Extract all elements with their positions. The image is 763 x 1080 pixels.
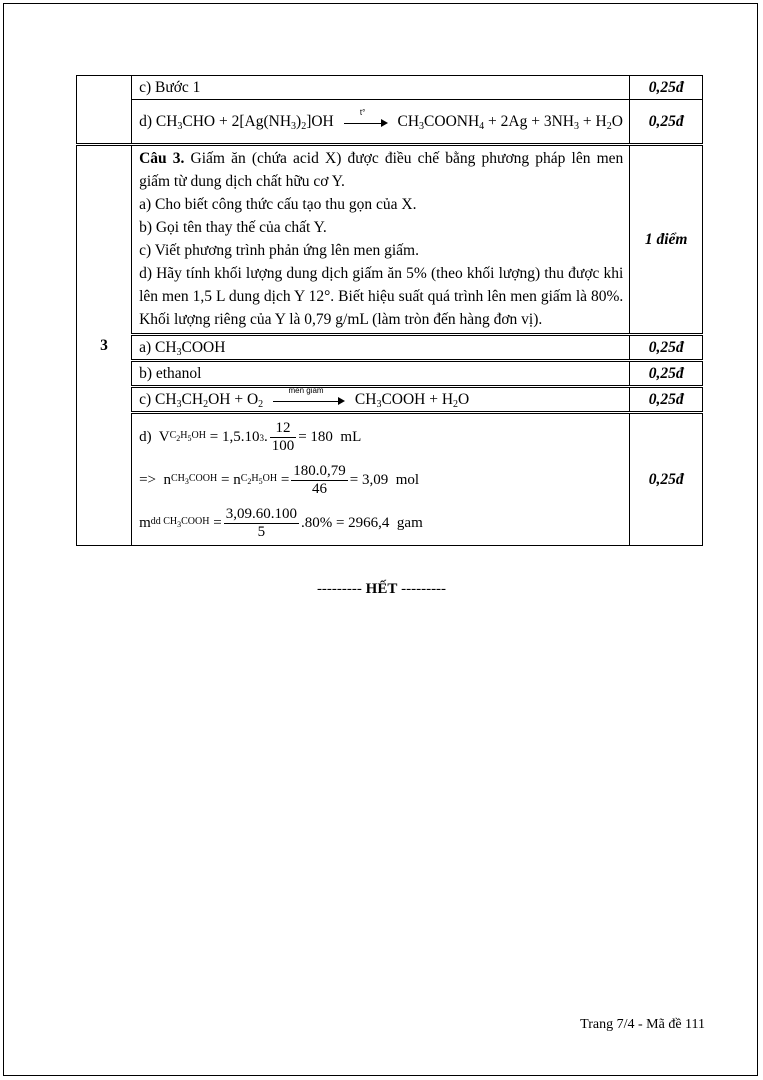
table-row	[77, 335, 703, 361]
end-text: HẾT	[365, 581, 398, 597]
question-number-cell	[77, 76, 132, 145]
score: 1 điểm	[644, 231, 688, 248]
table-row	[77, 100, 703, 145]
fraction: $\frac{12}{100}$	[271, 420, 295, 454]
score: 0,25đ	[648, 113, 684, 130]
question-number-cell	[77, 145, 132, 546]
answer-cell	[132, 361, 630, 387]
reaction-equation: d) $CH_3CHO + 2[Ag(NH_3)_2]OH$ t° $CH_3COONH_4 + 2Ag + 3NH_3 + H_2O$	[139, 107, 623, 132]
score-cell	[630, 387, 703, 413]
calc-line-mass: m dd $CH_3COOH$ = $\frac{3,09.60.100}{5}$ .80% = 2966,4 gam	[139, 506, 423, 540]
answer-cell	[132, 387, 630, 413]
question-part-d: d) Hãy tính khối lượng dung dịch giấm ăn 5% (theo khối lượng) thu được khi lên men 1,5 L dung dịch Y 12°. Biết hiệu suất quá trình lên men giấm là 80%. Khối lượng riêng của Y là 0,79 g/mL (làm tròn đến hàng đơn vị).	[139, 265, 624, 328]
score-cell	[630, 145, 703, 335]
table-row	[77, 387, 703, 413]
answer-a: a) $CH_3COOH$	[139, 339, 226, 358]
question-part-c: c) Viết phương trình phản ứng lên men giấm.	[139, 242, 419, 259]
score: 0,25đ	[648, 339, 684, 356]
answer-cell	[132, 335, 630, 361]
table-row	[77, 361, 703, 387]
score-cell	[630, 413, 703, 546]
answer-cell	[132, 100, 630, 145]
answer-c: c) $CH_3CH_2OH + O_2$ men giam $CH_3COOH + H_2O$	[139, 386, 470, 410]
calc-line-volume: d) V $C_2H_5OH$ = 1,5.10 3 . $\frac{12}{100}$ = 180 mL	[139, 420, 362, 454]
calc-line-moles: => n $CH_3COOH$ = n $C_2H_5OH$ = $\frac{180.0,79}{46}$ = 3,09 mol	[139, 463, 420, 497]
score: 0,25đ	[648, 471, 684, 488]
score: 0,25đ	[648, 391, 684, 408]
score-cell	[630, 76, 703, 100]
question-cell	[132, 145, 630, 335]
score: 0,25đ	[648, 365, 684, 382]
table-row	[77, 413, 703, 546]
question-part-a: a) Cho biết công thức cấu tạo thu gọn của X.	[139, 196, 417, 213]
score-cell	[630, 100, 703, 145]
question-part-b: b) Gọi tên thay thế của chất Y.	[139, 219, 327, 236]
answer-text: c) Bước 1	[139, 79, 201, 96]
question-title: Câu 3.	[139, 150, 185, 167]
score-cell	[630, 335, 703, 361]
end-marker: --------- HẾT ---------	[316, 581, 447, 597]
score: 0,25đ	[648, 79, 684, 96]
answer-cell	[132, 413, 630, 546]
reaction-arrow-icon: men giam	[273, 394, 345, 406]
table-row	[77, 145, 703, 335]
answer-cell	[132, 76, 630, 100]
page-number: Trang 7/4 - Mã đề 111	[580, 1017, 705, 1032]
reaction-arrow-icon: t°	[344, 116, 388, 128]
fraction: $\frac{180.0,79}{46}$	[293, 463, 346, 497]
score-cell	[630, 361, 703, 387]
fraction: $\frac{3,09.60.100}{5}$	[225, 506, 297, 540]
answer-b: b) ethanol	[139, 365, 202, 382]
question-number: 3	[100, 337, 108, 354]
answer-table	[76, 75, 703, 546]
table-row	[77, 76, 703, 100]
question-intro: Giấm ăn (chứa acid X) được điều chế bằng phương pháp lên men giấm từ dung dịch chất hữu cơ Y.	[139, 150, 624, 190]
